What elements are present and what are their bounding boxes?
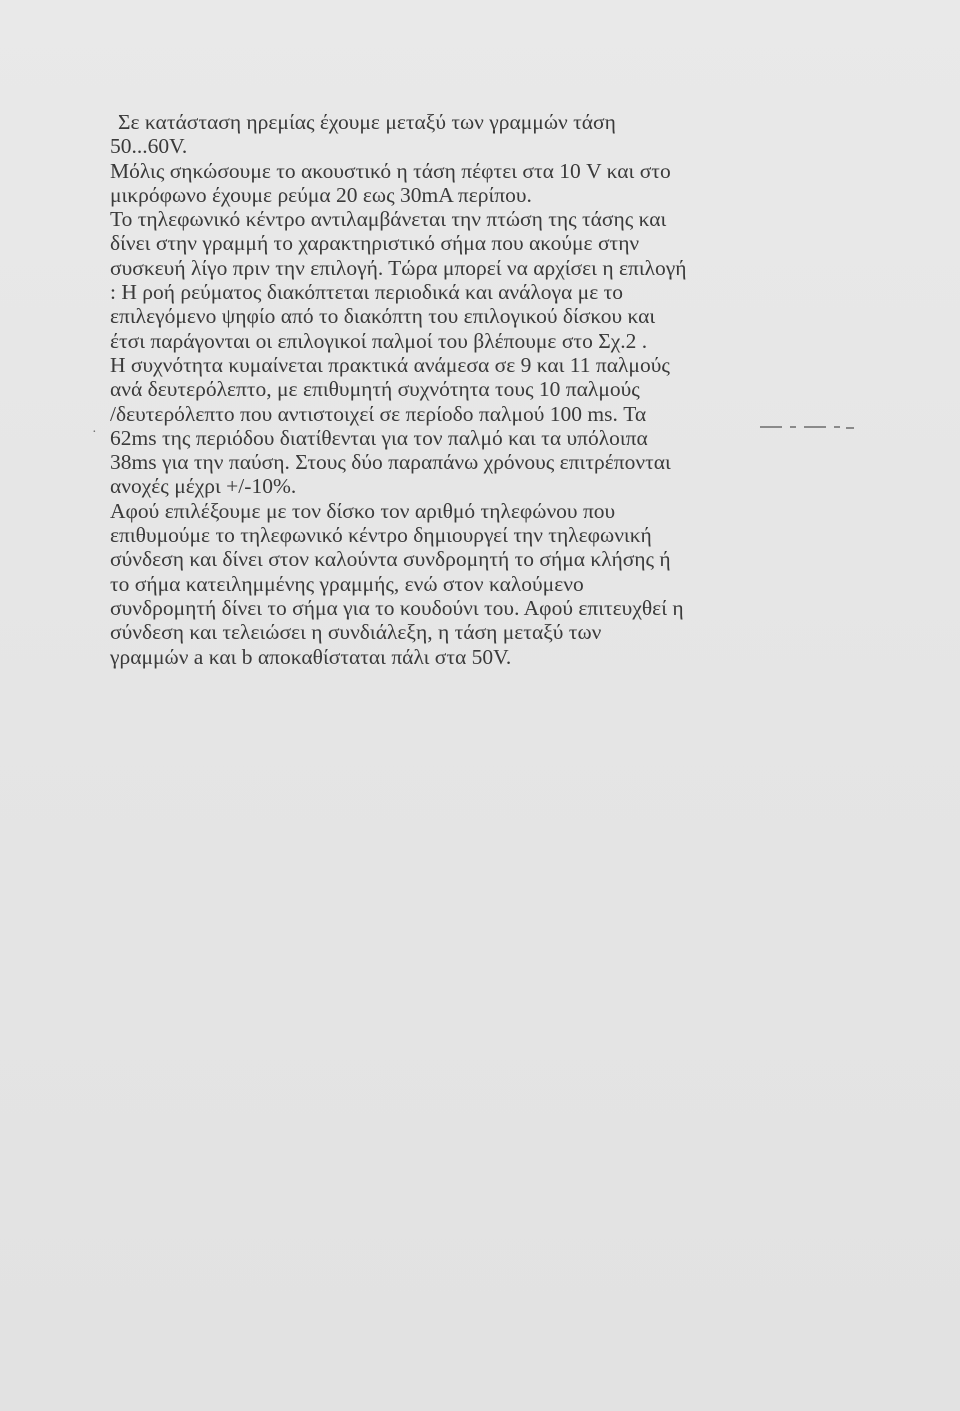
text-line: γραμμών a και b αποκαθίσταται πάλι στα 50V.	[110, 644, 512, 669]
text-line: έτσι παράγονται οι επιλογικοί παλμοί του βλέπουμε στο Σχ.2 .	[110, 328, 648, 353]
text-line: επιθυμούμε το τηλεφωνικό κέντρο δημιουργεί την τηλεφωνική	[110, 523, 652, 548]
text-line: Σε κατάσταση ηρεμίας έχουμε μεταξύ των γραμμών τάση	[118, 110, 616, 134]
text-line: το σήμα κατειλημμένης γραμμής, ενώ στον καλούμενο	[110, 571, 584, 596]
body-text	[110, 110, 870, 669]
text-line: συσκευή λίγο πριν την επιλογή. Τώρα μπορεί να αρχίσει η επιλογή	[110, 255, 687, 280]
text-line: Αφού επιλέξουμε με τον δίσκο τον αριθμό τηλεφώνου που	[110, 498, 616, 523]
text-line: Η συχνότητα κυμαίνεται πρακτικά ανάμεσα σε 9 και 11 παλμούς	[110, 352, 670, 377]
text-line: 62ms της περιόδου διατίθενται για τον παλμό και τα υπόλοιπα	[110, 425, 648, 450]
text-line: 50...60V.	[110, 134, 188, 159]
text-line: ανά δευτερόλεπτο, με επιθυμητή συχνότητα τους 10 παλμούς	[110, 377, 640, 402]
text-line: δίνει στην γραμμή το χαρακτηριστικό σήμα που ακούμε στην	[110, 231, 640, 256]
text-line: ανοχές μέχρι +/-10%.	[110, 474, 297, 499]
text-line: Μόλις σηκώσουμε το ακουστικό η τάση πέφτει στα 10 V και στο	[110, 158, 671, 183]
text-line: /δευτερόλεπτο που αντιστοιχεί σε περίοδο παλμού 100 ms. Τα	[110, 401, 647, 426]
text-line: σύνδεση και τελειώσει η συνδιάλεξη, η τάση μεταξύ των	[110, 620, 602, 645]
text-line: μικρόφωνο έχουμε ρεύμα 20 εως 30mA περίπου.	[110, 182, 532, 207]
text-line: : Η ροή ρεύματος διακόπτεται περιοδικά και ανάλογα με το	[110, 280, 623, 305]
text-line: επιλεγόμενο ψηφίο από το διακόπτη του επιλογικού δίσκου και	[110, 304, 656, 329]
text-line: Το τηλεφωνικό κέντρο αντιλαμβάνεται την πτώση της τάσης και	[110, 207, 667, 232]
text-line: 38ms για την παύση. Στους δύο παραπάνω χρόνους επιτρέπονται	[110, 450, 671, 475]
text-line: σύνδεση και δίνει στον καλούντα συνδρομητή το σήμα κλήσης ή	[110, 547, 671, 572]
text-line: συνδρομητή δίνει το σήμα για το κουδούνι του. Αφού επιτευχθεί η	[110, 595, 684, 620]
scan-artifact	[760, 426, 860, 430]
scan-dot: ·	[92, 425, 97, 440]
